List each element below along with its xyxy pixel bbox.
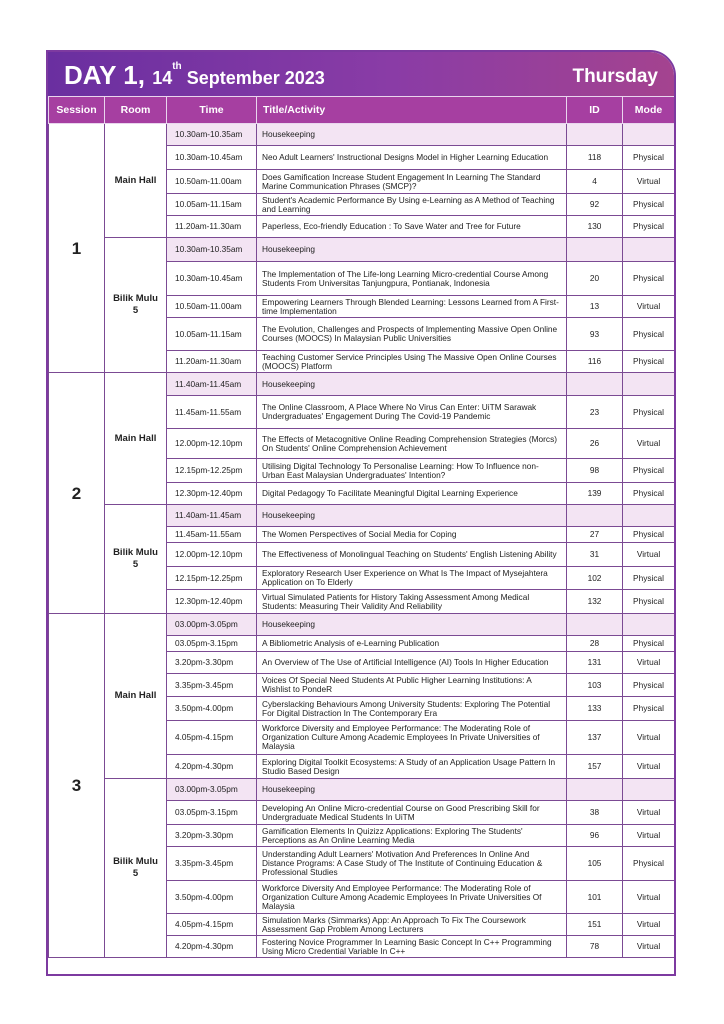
id-cell: 118: [567, 146, 623, 170]
id-cell: 102: [567, 567, 623, 590]
time-cell: 4.05pm-4.15pm: [167, 914, 257, 936]
table-row: [49, 505, 675, 527]
mode-cell: Virtual: [623, 543, 675, 567]
mode-cell: Virtual: [623, 652, 675, 674]
id-cell: 98: [567, 459, 623, 483]
mode-cell: [623, 505, 675, 527]
time-cell: 10.50am-11.00am: [167, 296, 257, 318]
time-cell: 3.50pm-4.00pm: [167, 881, 257, 914]
title-cell: Gamification Elements In Quizizz Applications: Exploring The Students' Perceptions as An Online Learning Media: [257, 825, 567, 847]
title-cell: The Effects of Metacognitive Online Reading Comprehension Strategies (Morcs) On Students' Online Comprehension Achievement: [257, 429, 567, 459]
title-cell: Housekeeping: [257, 614, 567, 636]
mode-cell: Physical: [623, 459, 675, 483]
id-cell: [567, 238, 623, 262]
session-number: 3: [49, 614, 105, 958]
title-cell: Neo Adult Learners' Instructional Designs Model in Higher Learning Education: [257, 146, 567, 170]
id-cell: [567, 779, 623, 801]
mode-cell: Virtual: [623, 721, 675, 755]
time-cell: 03.05pm-3.15pm: [167, 801, 257, 825]
col-room: Room: [105, 97, 167, 124]
id-cell: 96: [567, 825, 623, 847]
title-cell: Voices Of Special Need Students At Public Higher Learning Institutions: A Wishlist to PondeR: [257, 674, 567, 697]
mode-cell: Virtual: [623, 825, 675, 847]
time-cell: 10.30am-10.35am: [167, 124, 257, 146]
mode-cell: Physical: [623, 674, 675, 697]
mode-cell: Physical: [623, 318, 675, 351]
id-cell: 20: [567, 262, 623, 296]
session-number: 1: [49, 124, 105, 373]
mode-cell: Physical: [623, 216, 675, 238]
title-cell: Simulation Marks (Simmarks) App: An Approach To Fix The Coursework Assessment Gap Problem Among Lecturers: [257, 914, 567, 936]
title-cell: An Overview of The Use of Artificial Intelligence (AI) Tools In Higher Education: [257, 652, 567, 674]
id-cell: 130: [567, 216, 623, 238]
mode-cell: Physical: [623, 262, 675, 296]
title-cell: The Effectiveness of Monolingual Teaching on Students' English Listening Ability: [257, 543, 567, 567]
time-cell: 11.45am-11.55am: [167, 396, 257, 429]
id-cell: 4: [567, 170, 623, 194]
mode-cell: Physical: [623, 483, 675, 505]
id-cell: 157: [567, 755, 623, 779]
time-cell: 03.05pm-3.15pm: [167, 636, 257, 652]
mode-cell: [623, 124, 675, 146]
mode-cell: Physical: [623, 567, 675, 590]
time-cell: 10.30am-10.45am: [167, 146, 257, 170]
time-cell: 11.45am-11.55am: [167, 527, 257, 543]
title-cell: The Implementation of The Life-long Learning Micro-credential Course Among Students From Universitas Tanjungpura, Pontianak, Indonesia: [257, 262, 567, 296]
id-cell: 131: [567, 652, 623, 674]
mode-cell: Virtual: [623, 936, 675, 958]
session-number: 2: [49, 373, 105, 614]
id-cell: [567, 373, 623, 396]
title-cell: Digital Pedagogy To Facilitate Meaningful Digital Learning Experience: [257, 483, 567, 505]
mode-cell: Virtual: [623, 429, 675, 459]
id-cell: 103: [567, 674, 623, 697]
id-cell: 137: [567, 721, 623, 755]
title-cell: Exploratory Research User Experience on What Is The Impact of Mysejahtera Application on To Elderly: [257, 567, 567, 590]
mode-cell: Physical: [623, 351, 675, 373]
header-row: [49, 97, 675, 124]
day-banner: [48, 52, 674, 96]
title-cell: A Bibliometric Analysis of e-Learning Publication: [257, 636, 567, 652]
time-cell: 11.40am-11.45am: [167, 505, 257, 527]
time-cell: 11.20am-11.30am: [167, 351, 257, 373]
room-name: Main Hall: [105, 373, 167, 505]
id-cell: [567, 505, 623, 527]
time-cell: 12.00pm-12.10pm: [167, 543, 257, 567]
date-label: [152, 61, 325, 88]
time-cell: 3.50pm-4.00pm: [167, 697, 257, 721]
title-cell: Workforce Diversity And Employee Performance: The Moderating Role of Organization Culture Among Academic Employees In Private Universities Of Malaysia: [257, 881, 567, 914]
day-heading: [64, 60, 325, 91]
mode-cell: Physical: [623, 396, 675, 429]
room-name: Main Hall: [105, 614, 167, 779]
time-cell: 12.15pm-12.25pm: [167, 567, 257, 590]
time-cell: 3.35pm-3.45pm: [167, 847, 257, 881]
id-cell: 78: [567, 936, 623, 958]
mode-cell: Physical: [623, 527, 675, 543]
date-day: 14: [152, 68, 173, 88]
id-cell: 105: [567, 847, 623, 881]
id-cell: 116: [567, 351, 623, 373]
weekday-label: Thursday: [572, 66, 658, 87]
time-cell: 12.30pm-12.40pm: [167, 483, 257, 505]
mode-cell: Physical: [623, 697, 675, 721]
col-time: Time: [167, 97, 257, 124]
mode-cell: Virtual: [623, 881, 675, 914]
title-cell: Understanding Adult Learners' Motivation And Preferences In Online And Distance Programs: A Case Study of The Institute of Continuing Education & Professional Studies: [257, 847, 567, 881]
title-cell: Teaching Customer Service Principles Using The Massive Open Online Courses (MOOCS) Platform: [257, 351, 567, 373]
table-row: [49, 614, 675, 636]
date-suffix: th: [172, 61, 182, 72]
time-cell: 4.05pm-4.15pm: [167, 721, 257, 755]
time-cell: 10.50am-11.00am: [167, 170, 257, 194]
id-cell: 26: [567, 429, 623, 459]
schedule-frame: [46, 50, 676, 976]
time-cell: 10.30am-10.45am: [167, 262, 257, 296]
id-cell: 101: [567, 881, 623, 914]
time-cell: 11.20am-11.30am: [167, 216, 257, 238]
day-label: DAY 1,: [64, 60, 145, 90]
room-name: Bilik Mulu 5: [105, 238, 167, 373]
mode-cell: Physical: [623, 847, 675, 881]
title-cell: The Online Classroom, A Place Where No Virus Can Enter: UiTM Sarawak Undergraduates' Engagement During The Covid-19 Pandemic: [257, 396, 567, 429]
mode-cell: Physical: [623, 146, 675, 170]
id-cell: 93: [567, 318, 623, 351]
id-cell: 38: [567, 801, 623, 825]
mode-cell: Physical: [623, 636, 675, 652]
id-cell: 27: [567, 527, 623, 543]
mode-cell: Virtual: [623, 170, 675, 194]
title-cell: The Women Perspectives of Social Media for Coping: [257, 527, 567, 543]
mode-cell: [623, 614, 675, 636]
title-cell: Housekeeping: [257, 779, 567, 801]
title-cell: Empowering Learners Through Blended Learning: Lessons Learned from A First-time Implementation: [257, 296, 567, 318]
title-cell: Paperless, Eco-friendly Education : To Save Water and Tree for Future: [257, 216, 567, 238]
mode-cell: Virtual: [623, 755, 675, 779]
time-cell: 10.05am-11.15am: [167, 194, 257, 216]
time-cell: 4.20pm-4.30pm: [167, 936, 257, 958]
mode-cell: [623, 238, 675, 262]
id-cell: 132: [567, 590, 623, 614]
time-cell: 12.00pm-12.10pm: [167, 429, 257, 459]
mode-cell: Physical: [623, 194, 675, 216]
time-cell: 12.30pm-12.40pm: [167, 590, 257, 614]
time-cell: 10.05am-11.15am: [167, 318, 257, 351]
date-month-year: September 2023: [186, 68, 325, 88]
id-cell: 139: [567, 483, 623, 505]
mode-cell: Virtual: [623, 914, 675, 936]
col-session: Session: [49, 97, 105, 124]
title-cell: Fostering Novice Programmer In Learning Basic Concept In C++ Programming Using Micro Credential Variable In C++: [257, 936, 567, 958]
time-cell: 3.20pm-3.30pm: [167, 825, 257, 847]
id-cell: 133: [567, 697, 623, 721]
room-name: Bilik Mulu 5: [105, 505, 167, 614]
col-title: Title/Activity: [257, 97, 567, 124]
title-cell: The Evolution, Challenges and Prospects of Implementing Massive Open Online Courses (MOOCS) In Malaysian Public Universities: [257, 318, 567, 351]
title-cell: Developing An Online Micro-credential Course on Good Prescribing Skill for Undergraduate Medical Students In UiTM: [257, 801, 567, 825]
schedule-table: [48, 96, 675, 958]
mode-cell: Virtual: [623, 296, 675, 318]
time-cell: 03.00pm-3.05pm: [167, 614, 257, 636]
time-cell: 11.40am-11.45am: [167, 373, 257, 396]
title-cell: Housekeeping: [257, 124, 567, 146]
mode-cell: [623, 373, 675, 396]
id-cell: 13: [567, 296, 623, 318]
time-cell: 12.15pm-12.25pm: [167, 459, 257, 483]
title-cell: Student's Academic Performance By Using e-Learning as A Method of Teaching and Learning: [257, 194, 567, 216]
table-row: [49, 779, 675, 801]
id-cell: 31: [567, 543, 623, 567]
title-cell: Virtual Simulated Patients for History Taking Assessment Among Medical Students: Measuring Their Validity And Reliability: [257, 590, 567, 614]
table-row: [49, 238, 675, 262]
title-cell: Exploring Digital Toolkit Ecosystems: A Study of an Application Usage Pattern In Studio Based Design: [257, 755, 567, 779]
room-name: Bilik Mulu 5: [105, 779, 167, 958]
table-row: [49, 373, 675, 396]
mode-cell: [623, 779, 675, 801]
id-cell: 92: [567, 194, 623, 216]
title-cell: Housekeeping: [257, 238, 567, 262]
time-cell: 3.20pm-3.30pm: [167, 652, 257, 674]
time-cell: 03.00pm-3.05pm: [167, 779, 257, 801]
room-name: Main Hall: [105, 124, 167, 238]
schedule-body: [49, 124, 675, 958]
id-cell: [567, 614, 623, 636]
title-cell: Housekeeping: [257, 373, 567, 396]
id-cell: 28: [567, 636, 623, 652]
title-cell: Does Gamification Increase Student Engagement In Learning The Standard Marine Communication Phrases (SMCP)?: [257, 170, 567, 194]
id-cell: [567, 124, 623, 146]
col-mode: Mode: [623, 97, 675, 124]
id-cell: 151: [567, 914, 623, 936]
col-id: ID: [567, 97, 623, 124]
title-cell: Housekeeping: [257, 505, 567, 527]
table-row: [49, 124, 675, 146]
title-cell: Cyberslacking Behaviours Among University Students: Exploring The Potential For Digital Distraction In The Contemporary Era: [257, 697, 567, 721]
time-cell: 10.30am-10.35am: [167, 238, 257, 262]
time-cell: 4.20pm-4.30pm: [167, 755, 257, 779]
time-cell: 3.35pm-3.45pm: [167, 674, 257, 697]
title-cell: Utilising Digital Technology To Personalise Learning: How To Influence non-Urban East Malaysian Undergraduates' Intention?: [257, 459, 567, 483]
mode-cell: Physical: [623, 590, 675, 614]
title-cell: Workforce Diversity and Employee Performance: The Moderating Role of Organization Culture Among Academic Employees In Private Universities of Malaysia: [257, 721, 567, 755]
mode-cell: Virtual: [623, 801, 675, 825]
id-cell: 23: [567, 396, 623, 429]
